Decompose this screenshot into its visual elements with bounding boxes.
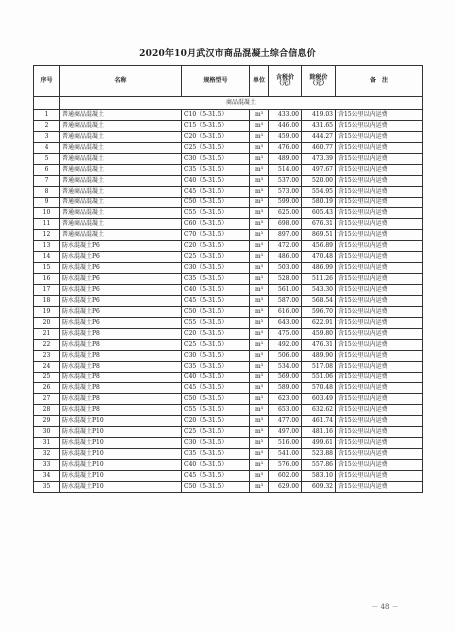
- row-index: 23: [34, 350, 60, 361]
- row-price-with-tax: 534.00: [269, 361, 302, 372]
- table-row: [34, 241, 423, 252]
- row-price-with-tax: 433.00: [269, 110, 302, 121]
- row-index: 12: [34, 230, 60, 241]
- row-unit: m³: [250, 350, 269, 361]
- row-spec: C25（5-31.5）: [182, 339, 250, 350]
- row-index: 5: [34, 153, 60, 164]
- row-price-without-tax: 431.65: [302, 120, 336, 131]
- row-spec: C55（5-31.5）: [182, 208, 250, 219]
- row-unit: m³: [250, 306, 269, 317]
- row-remarks: 含15公里以内运费: [336, 197, 423, 208]
- row-price-with-tax: 625.00: [269, 208, 302, 219]
- row-index: 11: [34, 219, 60, 230]
- row-price-with-tax: 475.00: [269, 328, 302, 339]
- row-name: 普通商品混凝土: [60, 131, 182, 142]
- row-unit: m³: [250, 208, 269, 219]
- row-remarks: 含15公里以内运费: [336, 328, 423, 339]
- row-price-with-tax: 576.00: [269, 460, 302, 471]
- table-row: [34, 317, 423, 328]
- row-remarks: 含15公里以内运费: [336, 110, 423, 121]
- table-row: [34, 110, 423, 121]
- row-spec: C30（5-31.5）: [182, 153, 250, 164]
- row-spec: C20（5-31.5）: [182, 416, 250, 427]
- row-remarks: 含15公里以内运费: [336, 153, 423, 164]
- row-unit: m³: [250, 295, 269, 306]
- row-spec: C20（5-31.5）: [182, 131, 250, 142]
- row-remarks: 含15公里以内运费: [336, 427, 423, 438]
- row-name: 普通商品混凝土: [60, 110, 182, 121]
- table-row: [34, 197, 423, 208]
- row-price-with-tax: 589.00: [269, 383, 302, 394]
- row-index: 8: [34, 186, 60, 197]
- row-price-without-tax: 419.03: [302, 110, 336, 121]
- row-price-with-tax: 602.00: [269, 470, 302, 481]
- table-row: [34, 153, 423, 164]
- row-index: 9: [34, 197, 60, 208]
- table-row: [34, 208, 423, 219]
- row-index: 29: [34, 416, 60, 427]
- table-row: [34, 142, 423, 153]
- row-price-without-tax: 568.54: [302, 295, 336, 306]
- table-row: [34, 394, 423, 405]
- table-row: [34, 274, 423, 285]
- row-price-with-tax: 489.00: [269, 153, 302, 164]
- row-index: 34: [34, 470, 60, 481]
- row-name: 普通商品混凝土: [60, 175, 182, 186]
- table-row: [34, 372, 423, 383]
- row-price-with-tax: 629.00: [269, 481, 302, 492]
- row-index: 19: [34, 306, 60, 317]
- row-price-with-tax: 514.00: [269, 164, 302, 175]
- row-index: 3: [34, 131, 60, 142]
- header-price-with-tax: 含税价 （元）: [269, 66, 302, 97]
- row-name: 防水混凝土P6: [60, 295, 182, 306]
- row-name: 防水混凝土P10: [60, 481, 182, 492]
- row-index: 32: [34, 449, 60, 460]
- row-price-with-tax: 569.00: [269, 372, 302, 383]
- row-remarks: 含15公里以内运费: [336, 219, 423, 230]
- row-price-with-tax: 492.00: [269, 339, 302, 350]
- row-index: 28: [34, 405, 60, 416]
- row-index: 7: [34, 175, 60, 186]
- row-remarks: 含15公里以内运费: [336, 274, 423, 285]
- row-spec: C40（5-31.5）: [182, 285, 250, 296]
- row-spec: C30（5-31.5）: [182, 438, 250, 449]
- row-name: 防水混凝土P6: [60, 274, 182, 285]
- row-unit: m³: [250, 263, 269, 274]
- row-spec: C10（5-31.5）: [182, 110, 250, 121]
- row-unit: m³: [250, 197, 269, 208]
- row-price-without-tax: 497.67: [302, 164, 336, 175]
- row-remarks: 含15公里以内运费: [336, 470, 423, 481]
- row-spec: C50（5-31.5）: [182, 306, 250, 317]
- row-price-with-tax: 623.00: [269, 394, 302, 405]
- row-name: 普通商品混凝土: [60, 208, 182, 219]
- row-name: 普通商品混凝土: [60, 186, 182, 197]
- row-price-without-tax: 461.74: [302, 416, 336, 427]
- row-price-with-tax: 477.00: [269, 416, 302, 427]
- row-unit: m³: [250, 449, 269, 460]
- row-name: 防水混凝土P8: [60, 361, 182, 372]
- row-name: 防水混凝土P6: [60, 241, 182, 252]
- table-row: [34, 449, 423, 460]
- row-name: 防水混凝土P8: [60, 372, 182, 383]
- row-name: 防水混凝土P8: [60, 383, 182, 394]
- row-price-with-tax: 587.00: [269, 295, 302, 306]
- row-index: 10: [34, 208, 60, 219]
- table-row: [34, 470, 423, 481]
- row-unit: m³: [250, 460, 269, 471]
- row-index: 31: [34, 438, 60, 449]
- row-spec: C50（5-31.5）: [182, 197, 250, 208]
- row-spec: C35（5-31.5）: [182, 449, 250, 460]
- row-price-without-tax: 676.31: [302, 219, 336, 230]
- row-price-without-tax: 603.49: [302, 394, 336, 405]
- row-remarks: 含15公里以内运费: [336, 120, 423, 131]
- row-unit: m³: [250, 142, 269, 153]
- row-price-without-tax: 557.86: [302, 460, 336, 471]
- table-row: [34, 416, 423, 427]
- table-row: [34, 219, 423, 230]
- row-name: 防水混凝土P8: [60, 405, 182, 416]
- row-unit: m³: [250, 372, 269, 383]
- row-spec: C55（5-31.5）: [182, 405, 250, 416]
- row-remarks: 含15公里以内运费: [336, 317, 423, 328]
- row-name: 防水混凝土P6: [60, 252, 182, 263]
- row-name: 普通商品混凝土: [60, 230, 182, 241]
- row-price-without-tax: 580.19: [302, 197, 336, 208]
- row-index: 27: [34, 394, 60, 405]
- row-unit: m³: [250, 131, 269, 142]
- row-name: 防水混凝土P10: [60, 470, 182, 481]
- row-unit: m³: [250, 339, 269, 350]
- row-unit: m³: [250, 481, 269, 492]
- row-remarks: 含15公里以内运费: [336, 416, 423, 427]
- row-name: 防水混凝土P10: [60, 449, 182, 460]
- row-price-without-tax: 499.61: [302, 438, 336, 449]
- row-spec: C50（5-31.5）: [182, 394, 250, 405]
- row-price-without-tax: 869.51: [302, 230, 336, 241]
- row-index: 21: [34, 328, 60, 339]
- row-index: 20: [34, 317, 60, 328]
- row-unit: m³: [250, 470, 269, 481]
- row-price-without-tax: 632.62: [302, 405, 336, 416]
- row-name: 防水混凝土P6: [60, 306, 182, 317]
- row-price-without-tax: 486.99: [302, 263, 336, 274]
- row-name: 防水混凝土P10: [60, 416, 182, 427]
- row-name: 防水混凝土P8: [60, 339, 182, 350]
- row-price-with-tax: 497.00: [269, 427, 302, 438]
- row-remarks: 含15公里以内运费: [336, 241, 423, 252]
- row-name: 普通商品混凝土: [60, 120, 182, 131]
- row-unit: m³: [250, 110, 269, 121]
- row-unit: m³: [250, 186, 269, 197]
- row-spec: C35（5-31.5）: [182, 164, 250, 175]
- row-price-without-tax: 605.43: [302, 208, 336, 219]
- row-remarks: 含15公里以内运费: [336, 339, 423, 350]
- row-index: 1: [34, 110, 60, 121]
- row-price-without-tax: 489.90: [302, 350, 336, 361]
- row-remarks: 含15公里以内运费: [336, 186, 423, 197]
- row-price-with-tax: 516.00: [269, 438, 302, 449]
- table-body: [34, 97, 423, 493]
- row-index: 24: [34, 361, 60, 372]
- row-price-with-tax: 503.00: [269, 263, 302, 274]
- row-unit: m³: [250, 274, 269, 285]
- row-price-with-tax: 486.00: [269, 252, 302, 263]
- table-row: [34, 252, 423, 263]
- row-unit: m³: [250, 153, 269, 164]
- row-price-without-tax: 554.95: [302, 186, 336, 197]
- row-price-with-tax: 573.00: [269, 186, 302, 197]
- row-price-without-tax: 476.31: [302, 339, 336, 350]
- row-index: 30: [34, 427, 60, 438]
- table-row: [34, 131, 423, 142]
- row-remarks: 含15公里以内运费: [336, 306, 423, 317]
- row-remarks: 含15公里以内运费: [336, 175, 423, 186]
- table-row: [34, 339, 423, 350]
- row-remarks: 含15公里以内运费: [336, 372, 423, 383]
- row-remarks: 含15公里以内运费: [336, 383, 423, 394]
- row-unit: m³: [250, 175, 269, 186]
- header-index: 序号: [34, 66, 60, 97]
- row-unit: m³: [250, 328, 269, 339]
- row-index: 4: [34, 142, 60, 153]
- row-index: 15: [34, 263, 60, 274]
- table-row: [34, 460, 423, 471]
- table-row: [34, 263, 423, 274]
- row-name: 普通商品混凝土: [60, 142, 182, 153]
- row-spec: C30（5-31.5）: [182, 350, 250, 361]
- row-name: 防水混凝土P10: [60, 460, 182, 471]
- row-index: 25: [34, 372, 60, 383]
- row-spec: C35（5-31.5）: [182, 274, 250, 285]
- table-row: [34, 383, 423, 394]
- row-price-with-tax: 541.00: [269, 449, 302, 460]
- section-label: 商品混凝土: [60, 97, 423, 110]
- row-price-without-tax: 481.16: [302, 427, 336, 438]
- price-table: [33, 65, 423, 493]
- row-price-without-tax: 444.27: [302, 131, 336, 142]
- row-price-without-tax: 520.00: [302, 175, 336, 186]
- table-row: [34, 306, 423, 317]
- row-remarks: 含15公里以内运费: [336, 295, 423, 306]
- row-name: 防水混凝土P8: [60, 328, 182, 339]
- row-name: 防水混凝土P8: [60, 394, 182, 405]
- row-spec: C40（5-31.5）: [182, 460, 250, 471]
- page-number: － 48 －: [371, 603, 399, 611]
- row-remarks: 含15公里以内运费: [336, 131, 423, 142]
- row-remarks: 含15公里以内运费: [336, 361, 423, 372]
- row-unit: m³: [250, 394, 269, 405]
- row-remarks: 含15公里以内运费: [336, 164, 423, 175]
- row-price-without-tax: 470.48: [302, 252, 336, 263]
- row-index: 2: [34, 120, 60, 131]
- row-spec: C40（5-31.5）: [182, 175, 250, 186]
- row-remarks: 含15公里以内运费: [336, 394, 423, 405]
- row-unit: m³: [250, 230, 269, 241]
- row-unit: m³: [250, 317, 269, 328]
- table-row: [34, 186, 423, 197]
- row-spec: C15（5-31.5）: [182, 120, 250, 131]
- row-remarks: 含15公里以内运费: [336, 438, 423, 449]
- row-name: 防水混凝土P6: [60, 285, 182, 296]
- row-price-without-tax: 609.32: [302, 481, 336, 492]
- row-remarks: 含15公里以内运费: [336, 481, 423, 492]
- row-spec: C50（5-31.5）: [182, 481, 250, 492]
- row-price-with-tax: 561.00: [269, 285, 302, 296]
- table-row: [34, 438, 423, 449]
- row-name: 普通商品混凝土: [60, 153, 182, 164]
- row-price-with-tax: 698.00: [269, 219, 302, 230]
- row-name: 普通商品混凝土: [60, 164, 182, 175]
- row-unit: m³: [250, 241, 269, 252]
- row-price-without-tax: 523.88: [302, 449, 336, 460]
- row-index: 13: [34, 241, 60, 252]
- row-remarks: 含15公里以内运费: [336, 449, 423, 460]
- row-spec: C60（5-31.5）: [182, 219, 250, 230]
- row-spec: C25（5-31.5）: [182, 427, 250, 438]
- row-remarks: 含15公里以内运费: [336, 350, 423, 361]
- table-row: [34, 328, 423, 339]
- row-spec: C20（5-31.5）: [182, 328, 250, 339]
- table-row: [34, 230, 423, 241]
- row-index: 16: [34, 274, 60, 285]
- document-title: 2020年10月武汉市商品混凝土综合信息价: [139, 49, 316, 59]
- table-row: [34, 285, 423, 296]
- table-row: [34, 175, 423, 186]
- header-unit: 单位: [250, 66, 269, 97]
- row-price-without-tax: 517.08: [302, 361, 336, 372]
- row-price-without-tax: 459.80: [302, 328, 336, 339]
- row-price-without-tax: 551.06: [302, 372, 336, 383]
- row-price-with-tax: 643.00: [269, 317, 302, 328]
- header-remarks: 备 注: [336, 66, 423, 97]
- row-name: 普通商品混凝土: [60, 197, 182, 208]
- row-name: 防水混凝土P10: [60, 427, 182, 438]
- row-spec: C45（5-31.5）: [182, 383, 250, 394]
- row-price-with-tax: 897.00: [269, 230, 302, 241]
- row-price-without-tax: 622.91: [302, 317, 336, 328]
- row-index: 14: [34, 252, 60, 263]
- row-price-with-tax: 537.00: [269, 175, 302, 186]
- row-spec: C30（5-31.5）: [182, 263, 250, 274]
- row-spec: C25（5-31.5）: [182, 252, 250, 263]
- row-price-without-tax: 583.10: [302, 470, 336, 481]
- row-price-without-tax: 570.48: [302, 383, 336, 394]
- row-spec: C35（5-31.5）: [182, 361, 250, 372]
- header-price-without-tax: 除税价 （元）: [302, 66, 336, 97]
- row-price-with-tax: 653.00: [269, 405, 302, 416]
- table-row: [34, 481, 423, 492]
- row-spec: C45（5-31.5）: [182, 470, 250, 481]
- row-remarks: 含15公里以内运费: [336, 230, 423, 241]
- row-unit: m³: [250, 438, 269, 449]
- row-spec: C55（5-31.5）: [182, 317, 250, 328]
- row-index: 33: [34, 460, 60, 471]
- row-price-without-tax: 596.70: [302, 306, 336, 317]
- row-price-without-tax: 543.30: [302, 285, 336, 296]
- row-price-with-tax: 476.00: [269, 142, 302, 153]
- row-remarks: 含15公里以内运费: [336, 460, 423, 471]
- row-price-with-tax: 616.00: [269, 306, 302, 317]
- row-index: 26: [34, 383, 60, 394]
- row-remarks: 含15公里以内运费: [336, 208, 423, 219]
- row-unit: m³: [250, 120, 269, 131]
- row-price-without-tax: 473.39: [302, 153, 336, 164]
- table-row: [34, 427, 423, 438]
- row-price-without-tax: 460.77: [302, 142, 336, 153]
- row-remarks: 含15公里以内运费: [336, 142, 423, 153]
- row-spec: C20（5-31.5）: [182, 241, 250, 252]
- row-index: 17: [34, 285, 60, 296]
- row-price-with-tax: 528.00: [269, 274, 302, 285]
- row-price-with-tax: 506.00: [269, 350, 302, 361]
- row-unit: m³: [250, 361, 269, 372]
- row-price-with-tax: 446.00: [269, 120, 302, 131]
- row-unit: m³: [250, 252, 269, 263]
- row-remarks: 含15公里以内运费: [336, 263, 423, 274]
- header-spec: 规格型号: [182, 66, 250, 97]
- row-unit: m³: [250, 383, 269, 394]
- row-name: 防水混凝土P6: [60, 263, 182, 274]
- row-index: 35: [34, 481, 60, 492]
- row-price-with-tax: 459.00: [269, 131, 302, 142]
- row-unit: m³: [250, 427, 269, 438]
- table-header-row: [34, 66, 423, 97]
- row-unit: m³: [250, 285, 269, 296]
- row-name: 防水混凝土P8: [60, 350, 182, 361]
- row-unit: m³: [250, 405, 269, 416]
- table-row: [34, 120, 423, 131]
- row-spec: C25（5-31.5）: [182, 142, 250, 153]
- row-spec: C70（5-31.5）: [182, 230, 250, 241]
- row-unit: m³: [250, 219, 269, 230]
- header-name: 名称: [60, 66, 182, 97]
- row-index: 6: [34, 164, 60, 175]
- table-row: [34, 164, 423, 175]
- row-unit: m³: [250, 416, 269, 427]
- row-spec: C45（5-31.5）: [182, 186, 250, 197]
- table-row: [34, 405, 423, 416]
- table-row: [34, 361, 423, 372]
- row-price-with-tax: 599.00: [269, 197, 302, 208]
- table-row: [34, 350, 423, 361]
- row-index: 18: [34, 295, 60, 306]
- row-name: 防水混凝土P10: [60, 438, 182, 449]
- row-price-with-tax: 472.00: [269, 241, 302, 252]
- row-name: 防水混凝土P6: [60, 317, 182, 328]
- row-price-without-tax: 511.26: [302, 274, 336, 285]
- row-remarks: 含15公里以内运费: [336, 285, 423, 296]
- row-unit: m³: [250, 164, 269, 175]
- row-name: 普通商品混凝土: [60, 219, 182, 230]
- row-price-without-tax: 456.89: [302, 241, 336, 252]
- row-index: 22: [34, 339, 60, 350]
- table-row: [34, 295, 423, 306]
- row-spec: C40（5-31.5）: [182, 372, 250, 383]
- row-remarks: 含15公里以内运费: [336, 405, 423, 416]
- section-row: [34, 97, 423, 110]
- row-remarks: 含15公里以内运费: [336, 252, 423, 263]
- row-spec: C45（5-31.5）: [182, 295, 250, 306]
